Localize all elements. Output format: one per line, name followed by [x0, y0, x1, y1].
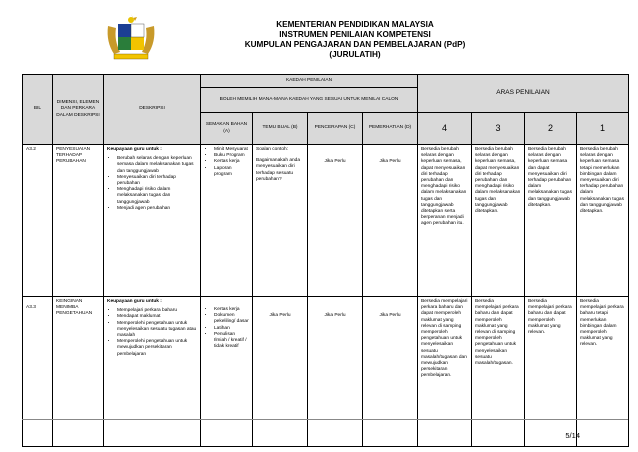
row-aras-3: Bersedia berubah selaras dengan keperluan semasa, dapat menyesuaikan diri terhadap perubahan dan menghadapi risiko dalam melaksanakan tugas dan tanggungjawab ditetapkan. [472, 145, 525, 297]
row-deskripsi [104, 297, 201, 447]
title-instrument: INSTRUMEN PENILAIAN KOMPETENSI [279, 30, 431, 39]
level-1-header: 1 [577, 113, 629, 145]
footer-divider [22, 419, 628, 420]
list-item: • Memperolehi pengetahuan untuk mewujudkan persekitaran pembelajaran [117, 339, 197, 358]
row-dimensi: KEINGINAN MENIMBA PENGETAHUAN [53, 297, 104, 447]
col-dimensi-header: DIMENSI, ELEMEN DAN PERKARA DALAM DESKRIPSI [53, 75, 104, 145]
list-item: • Dokumen pekeliling/ dasar [214, 313, 249, 325]
assessment-table [22, 74, 629, 447]
row-temu: Jika Perlu [253, 297, 308, 447]
title-group: KUMPULAN PENGAJARAN DAN PEMBELAJARAN (PdP) [244, 40, 466, 49]
row-pencerapan: Jika Perlu [308, 297, 363, 447]
row-semakan [201, 145, 253, 297]
temu-text: Bagaimanakah anda menyesuaikan diri terhadap sesuatu perubahan? [256, 158, 301, 182]
deskripsi-lead: Keupayaan guru untuk : [107, 147, 162, 152]
row-aras-4: Bersedia berubah selaras dengan keperluan semasa, dapat menyesuaikan diri terhadap perubahan dan menghadapi risiko dalam melaksanakan tugas dan tanggungjawab ditetapkan serta berperanan menjadi agen perubahan itu. [418, 145, 472, 297]
semakan-list [204, 147, 249, 178]
list-item: • Penulisan Ilmiah / kreatif / tidak kreatif [214, 332, 249, 351]
table-row [23, 145, 629, 297]
row-pencerapan: Jika Perlu [308, 145, 363, 297]
kaedah-header: KAEDAH PENILAIAN [201, 75, 418, 88]
list-item: • Kertas kerja [214, 159, 249, 165]
deskripsi-list [107, 156, 197, 212]
list-item: • Mendapat maklumat [117, 314, 197, 320]
table-row [23, 297, 629, 447]
header-row-1 [23, 75, 629, 88]
list-item: • Menghadapi risiko dalam melaksanakan tugas dan tanggungjawab [117, 187, 197, 206]
list-item: • Buku Program [214, 153, 249, 159]
deskripsi-list [107, 308, 197, 358]
level-3-header: 3 [472, 113, 525, 145]
row-aras-2: Bersedia berubah selaras dengan keperluan semasa dan dapat menyesuaikan diri terhadap perubahan dalam melaksanakan tugas dan tanggungjawab ditetapkan. [525, 145, 577, 297]
row-aras-1: Bersedia berubah selaras dengan keperluan semasa tetapi memerlukan bimbingan dalam menyesuaikan diri terhadap perubahan dalam melaksanakan tugas dan tanggungjawab ditetapkan. [577, 145, 629, 297]
row-aras-1: Bersedia mempelajari perkara baharu tetapi memerlukan bimbingan dalam memperoleh maklumat yang relevan. [577, 297, 629, 447]
row-aras-2: Bersedia mempelajari perkara baharu dan dapat memperoleh maklumat yang relevan. [525, 297, 577, 447]
col-temu-header: TEMU BUAL (B) [253, 113, 308, 145]
page-number: 5/14 [565, 431, 580, 440]
col-bil-header: BIL [23, 75, 53, 145]
list-item: • Minit Mesyuarat [214, 147, 249, 153]
col-pencerapan-header: PENCERAPAN (C) [308, 113, 363, 145]
col-pemerhatian-header: PEMERHATIAN (D) [363, 113, 418, 145]
semakan-list [204, 307, 249, 350]
row-aras-3: Bersedia mempelajari perkara baharu dan dapat memperoleh maklumat yang relevan di samping memperoleh pengetahuan untuk menyelesaikan sesuatu masalah/tugasan. [472, 297, 525, 447]
row-bil: A3.3 [23, 297, 53, 447]
row-pemerhatian: Jika Perlu [363, 297, 418, 447]
row-pemerhatian: Jika Perlu [363, 145, 418, 297]
row-deskripsi [104, 145, 201, 297]
row-semakan [201, 297, 253, 447]
title-ministry: KEMENTERIAN PENDIDIKAN MALAYSIA [276, 20, 434, 29]
list-item: • Latihan [214, 326, 249, 332]
aras-header: ARAS PENILAIAN [418, 75, 629, 113]
deskripsi-lead: Keupayaan guru untuk : [107, 299, 162, 304]
list-item: • Kertas kerja [214, 307, 249, 313]
coat-of-arms-logo [100, 12, 162, 62]
list-item: • Berubah selaras dengan keperluan semasa dalam melaksanakan tugas dan tanggungjawab [117, 156, 197, 175]
col-semakan-header: SEMAKAN BAHAN (A) [201, 113, 253, 145]
title-role: (JURULATIH) [329, 50, 381, 59]
level-4-header: 4 [418, 113, 472, 145]
list-item: • Mempelajari perkara baharu [117, 308, 197, 314]
row-temu [253, 145, 308, 297]
list-item: • Laporan program [214, 166, 249, 178]
temu-lead: Soalan contoh: [256, 147, 289, 152]
list-item: • Menjadi agen perubahan [117, 206, 197, 212]
level-2-header: 2 [525, 113, 577, 145]
row-dimensi: PENYESUAIAN TERHADAP PERUBAHAN [53, 145, 104, 297]
row-aras-4: Bersedia mempelajari perkara baharu dan dapat memperoleh maklumat yang relevan di samping memperoleh pengetahuan untuk menyelesaikan sesuatu masalah/tugasan dan mewujudkan persekitaran pembelajaran. [418, 297, 472, 447]
list-item: • Memperolehi pengetahuan untuk menyelesaikan sesuatu tugasan atau masalah [117, 321, 197, 340]
col-deskripsi-header: DESKRIPSI [104, 75, 201, 145]
list-item: • Menyesuaikan diri terhadap perubahan [117, 175, 197, 187]
kaedah-subheader: BOLEH MEMILIH MANA-MANA KAEDAH YANG SESUAI UNTUK MENILAI CALON [201, 88, 418, 113]
row-bil: A3.2 [23, 145, 53, 297]
document-title [190, 20, 520, 60]
